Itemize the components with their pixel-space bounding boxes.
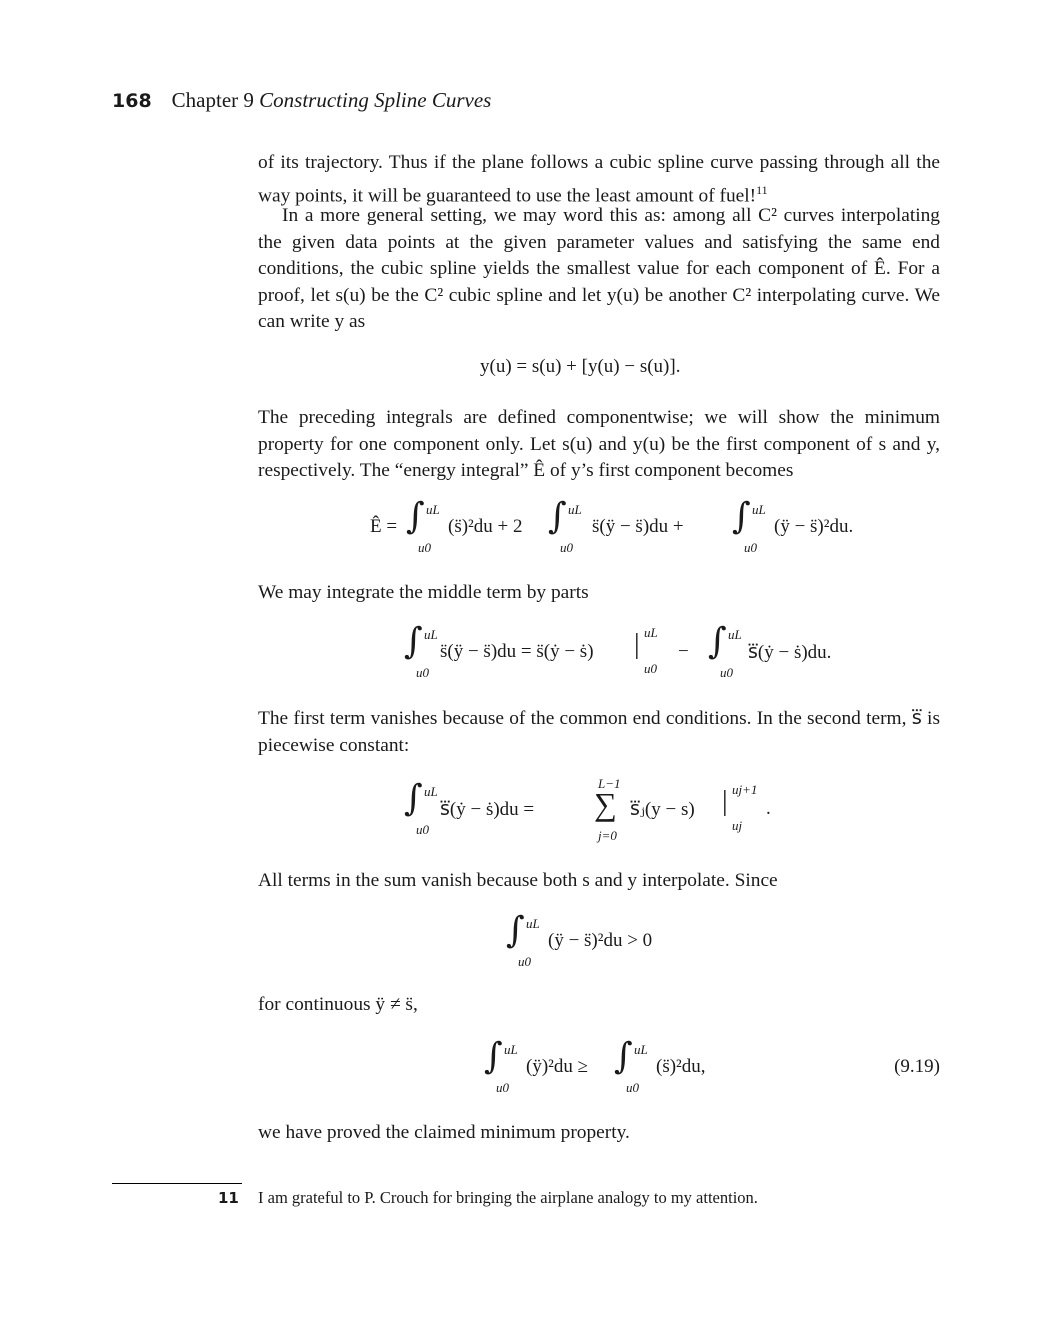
- equation-sum: [258, 776, 940, 846]
- chapter-label: Chapter 9: [171, 88, 254, 112]
- upper-limit: uL: [424, 627, 438, 642]
- lower-limit: u0: [644, 661, 657, 676]
- lower-limit: u0: [626, 1080, 639, 1095]
- equation-parts: [258, 621, 940, 685]
- chapter-title: Constructing Spline Curves: [259, 88, 492, 112]
- minus-sign: −: [678, 641, 689, 662]
- integral-sign: ∫: [548, 496, 567, 537]
- footnote: [218, 1188, 758, 1208]
- integral-sign: ∫: [406, 496, 425, 537]
- lower-limit: u0: [418, 540, 431, 555]
- energy-term-3: (ÿ − s̈)²du.: [774, 516, 854, 537]
- sum-lhs: s⃛(ẏ − ṡ)du =: [440, 799, 535, 820]
- integral-sign: ∫: [614, 1036, 633, 1077]
- parts-lhs: s̈(ÿ − s̈)du = s̈(ẏ − ṡ): [440, 641, 594, 662]
- main-lhs: (ÿ)²du ≥: [526, 1056, 589, 1077]
- energy-lhs: Ê =: [370, 516, 398, 537]
- paragraph-6: All terms in the sum vanish because both s and y interpolate. Since: [258, 870, 778, 891]
- page-number: 168: [112, 90, 152, 112]
- energy-term-1: (s̈)²du + 2: [448, 516, 523, 537]
- lower-limit-j: uj: [732, 818, 743, 833]
- paragraph-8: we have proved the claimed minimum property.: [258, 1122, 630, 1143]
- upper-limit: uL: [568, 502, 582, 517]
- upper-limit: uL: [526, 916, 540, 931]
- paragraph-1-text: of its trajectory. Thus if the plane follows a cubic spline curve passing through all the way points, it will be guaranteed to use the least amount of fuel!: [258, 152, 940, 206]
- lower-limit: u0: [744, 540, 757, 555]
- paragraph-5: The first term vanishes because of the common end conditions. In the second term, s⃛ is piecewise constant:: [258, 708, 940, 756]
- lower-limit: u0: [416, 665, 429, 680]
- equation-energy: [258, 496, 940, 560]
- lower-limit: u0: [560, 540, 573, 555]
- paragraph-7: for continuous ÿ ≠ s̈,: [258, 994, 418, 1015]
- sum-period: .: [766, 798, 771, 819]
- paragraph-3: The preceding integrals are defined componentwise; we will show the minimum property for one component only. Let s(u) and y(u) be the first component of s and y, respectively. The “energy integral” Ê of y’s first component becomes: [258, 407, 940, 481]
- integral-sign: ∫: [506, 910, 525, 951]
- footnote-ref: 11: [756, 182, 768, 197]
- equation-9-19: [258, 1036, 940, 1100]
- sum-rhs: s⃛ⱼ(y − s): [630, 799, 695, 820]
- footnote-text: I am grateful to P. Crouch for bringing the airplane analogy to my attention.: [258, 1188, 758, 1207]
- evaluation-bar: |: [722, 786, 728, 817]
- positive-body: (ÿ − s̈)²du > 0: [548, 930, 653, 951]
- running-header: [112, 88, 491, 113]
- paragraph-2: In a more general setting, we may word this as: among all C² curves interpolating the given data points at the given parameter values and satisfying the same end conditions, the cubic spline yields the smallest value for each component of Ê. For a proof, let s(u) be the C² cubic spline and let y(u) be another C² interpolating curve. We can write y as: [258, 205, 940, 332]
- upper-limit: uL: [728, 627, 742, 642]
- summation-sign: ∑: [594, 786, 617, 822]
- energy-term-2: s̈(ÿ − s̈)du +: [592, 516, 684, 537]
- evaluation-bar: |: [634, 629, 640, 660]
- upper-limit: uL: [634, 1042, 648, 1057]
- integral-sign: ∫: [708, 621, 727, 662]
- upper-limit: uL: [644, 625, 658, 640]
- upper-limit: uL: [752, 502, 766, 517]
- integral-sign: ∫: [732, 496, 751, 537]
- equation-positive: [258, 912, 940, 972]
- lower-limit: u0: [496, 1080, 509, 1095]
- integral-sign: ∫: [484, 1036, 503, 1077]
- lower-limit: u0: [720, 665, 733, 680]
- paragraph-4: We may integrate the middle term by parts: [258, 582, 589, 603]
- upper-limit: uL: [424, 784, 438, 799]
- upper-limit: uL: [504, 1042, 518, 1057]
- paragraph-1: [258, 150, 940, 209]
- lower-limit: u0: [416, 822, 429, 837]
- upper-limit: uL: [426, 502, 440, 517]
- sum-upper-limit: L−1: [598, 776, 621, 791]
- parts-rhs: s⃛(ẏ − ṡ)du.: [748, 642, 832, 663]
- lower-limit: u0: [518, 954, 531, 969]
- sum-lower-limit: j=0: [598, 828, 617, 843]
- footnote-rule: [112, 1183, 242, 1184]
- equation-number: (9.19): [894, 1056, 940, 1077]
- footnote-number: 11: [218, 1189, 239, 1207]
- upper-limit-j: uj+1: [732, 782, 758, 797]
- equation-decomposition-text: y(u) = s(u) + [y(u) − s(u)].: [480, 356, 681, 377]
- main-rhs: (s̈)²du,: [656, 1056, 706, 1077]
- integral-sign: ∫: [404, 778, 423, 819]
- integral-sign: ∫: [404, 621, 423, 662]
